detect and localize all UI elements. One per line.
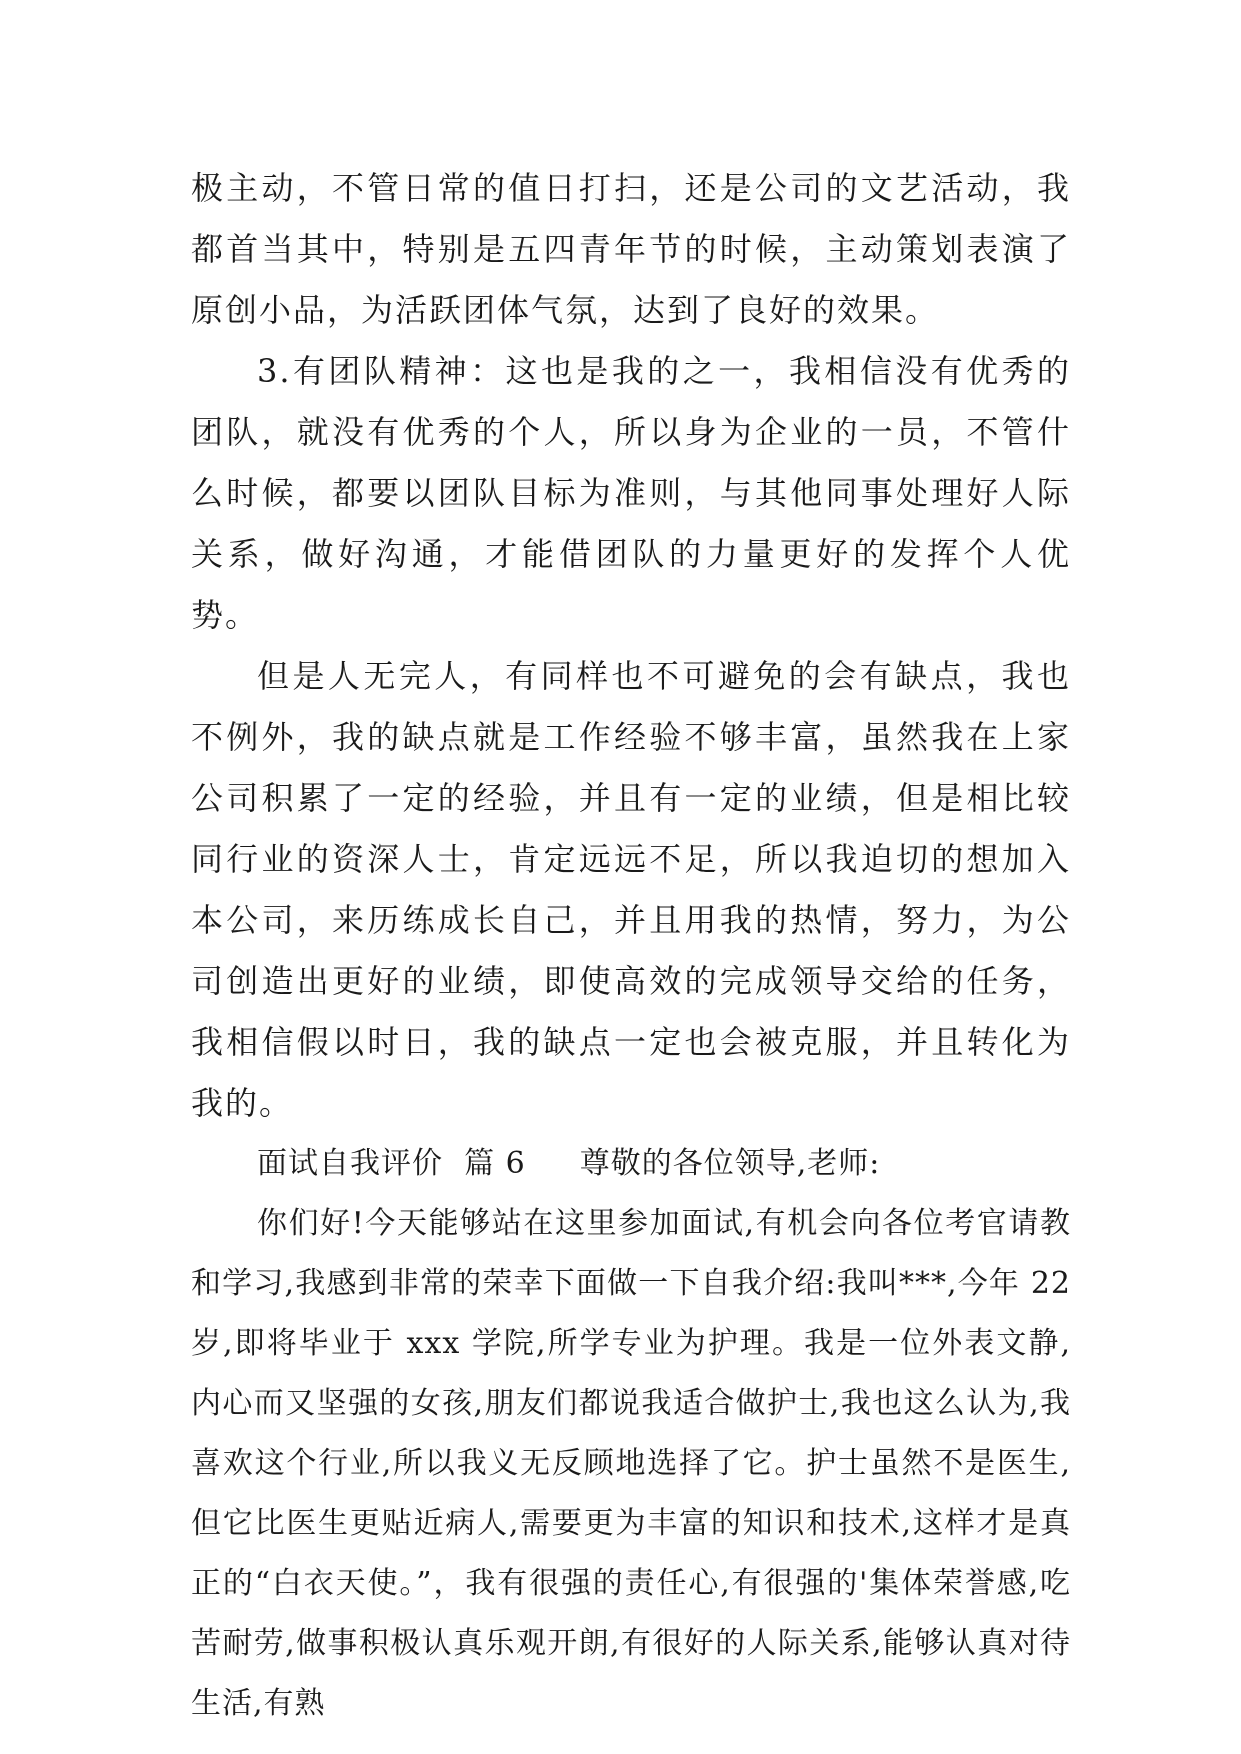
- greeting: 尊敬的各位领导,老师:: [579, 1146, 881, 1181]
- paragraph-continuation: 极主动，不管日常的值日打扫，还是公司的文艺活动，我都首当其中，特别是五四青年节的时候，主动策划表演了原创小品，为活跃团体气氛，达到了良好的效果。: [191, 169, 1071, 329]
- section-title: 面试自我评价 篇 6: [257, 1146, 526, 1181]
- document-body: [191, 158, 1071, 1734]
- paragraph-self-introduction: 你们好!今天能够站在这里参加面试,有机会向各位考官请教和学习,我感到非常的荣幸下面做一下自我介绍:我叫***,今年 22 岁,即将毕业于 xxx 学院,所学专业为护理。我是一位外表文静,内心而又坚强的女孩,朋友们都说我适合做护士,我也这么认为,我喜欢这个行业,所以我义无反顾地选择了它。护士虽然不是医生,但它比医生更贴近病人,需要更为丰富的知识和技术,这样才是真正的“白衣天使。”，我有很强的责任心,有很强的'集体荣誉感,吃苦耐劳,做事积极认真乐观开朗,有很好的人际关系,能够认真对待生活,有熟: [191, 1206, 1071, 1721]
- section-heading-line: [191, 1134, 1071, 1194]
- heading-spacer: [526, 1134, 580, 1194]
- paragraph-shortcomings: 但是人无完人，有同样也不可避免的会有缺点，我也不例外，我的缺点就是工作经验不够丰富，虽然我在上家公司积累了一定的经验，并且有一定的业绩，但是相比较同行业的资深人士，肯定远远不足，所以我迫切的想加入本公司，来历练成长自己，并且用我的热情，努力，为公司创造出更好的业绩，即使高效的完成领导交给的任务，我相信假以时日，我的缺点一定也会被克服，并且转化为我的。: [191, 657, 1071, 1122]
- paragraph-team-spirit: 3.有团队精神：这也是我的之一，我相信没有优秀的团队，就没有优秀的个人，所以身为企业的一员，不管什么时候，都要以团队目标为准则，与其他同事处理好人际关系，做好沟通，才能借团队的力量更好的发挥个人优势。: [191, 352, 1071, 634]
